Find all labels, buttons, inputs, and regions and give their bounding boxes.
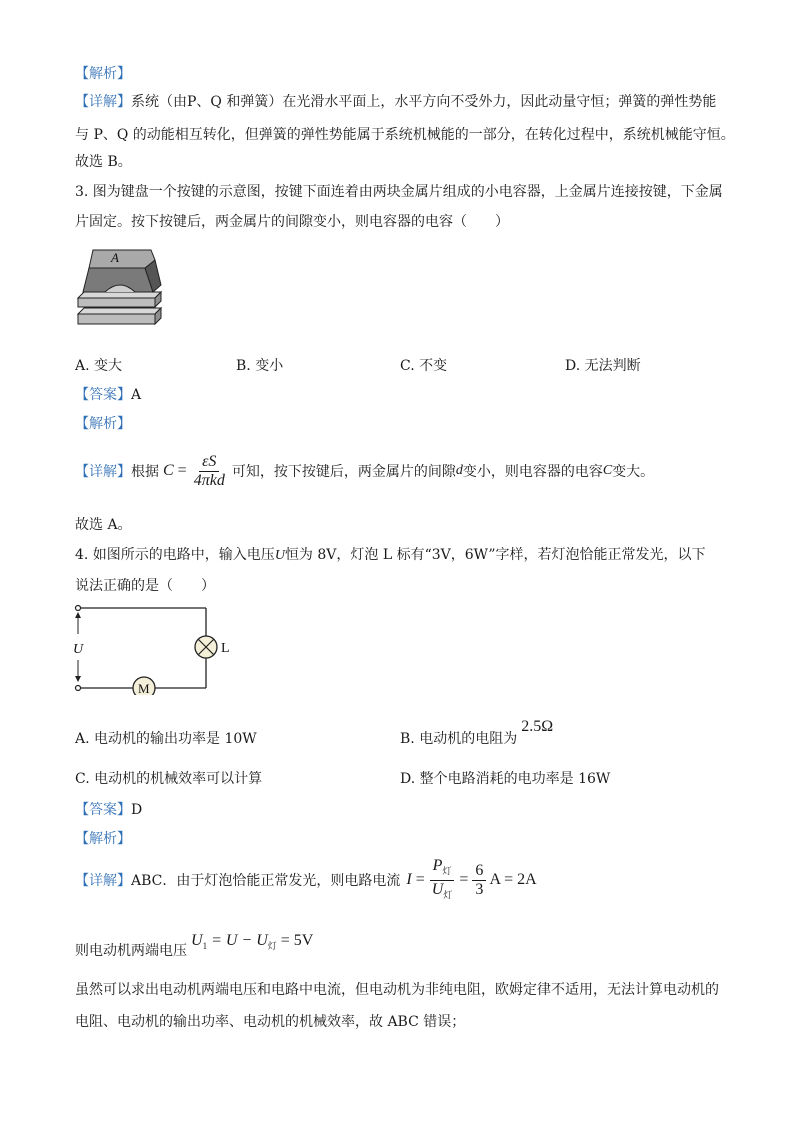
resistance-value: 2.5Ω [521,718,554,735]
lamp-label: L [221,641,230,656]
detail-text-line: 虽然可以求出电动机两端电压和电路中电流，但电动机为非纯电阻，欧姆定律不适用，无法计算电动机的 [75,982,719,998]
answer-tag: 【答案】 [75,802,131,818]
formula-rhs: A = 2A [489,870,537,888]
formula-lhs: I [406,870,412,888]
question-stem: 片固定。按下按键后，两金属片的间隙变小，则电容器的电容（ ） [75,214,509,230]
circuit-diagram [70,600,240,695]
stem-text: 恒为 8V，灯泡 L 标有“3V，6W”字样，若灯泡恰能正常发光，以下 [284,547,706,563]
option-d: D. 无法判断 [565,358,641,374]
voltage-formula [191,932,313,952]
detail-tag: 【详解】 [75,464,131,480]
var-d: d [455,463,463,478]
detail-text: 可知，按下按键后，两金属片的间隙 [231,464,456,480]
voltage-label: U [73,642,84,657]
formula-sub: 1 [202,941,208,951]
analysis-tag: 【解析】 [75,66,131,82]
key-letter: A [111,250,119,265]
formula-var: U [431,880,444,898]
answer-line [75,385,141,405]
formula-lhs: C [163,461,174,479]
formula-sub: 灯 [267,941,277,951]
var-c: C [602,463,613,478]
keyboard-key-figure [75,240,165,330]
option-a: A. 电动机的输出功率是 10W [75,731,257,747]
detail-text-line: 电阻、电动机的输出功率、电动机的机械效率，故 ABC 错误； [75,1014,466,1030]
detail-text: 系统（由P、Q 和弹簧）在光滑水平面上，水平方向不受外力，因此动量守恒；弹簧的弹性势能 [131,94,717,110]
formula-var: U [191,932,203,949]
detail-text: 根据 [131,464,159,480]
terminal-top [76,606,81,611]
motor-label: M [138,681,150,695]
option-b [400,718,554,749]
detail-paragraph [75,92,716,112]
formula-numerator: εS [199,453,219,472]
capacitance-formula: C = $\frac{\varepsilon S}{\text{4πkd}}$ [163,453,228,490]
option-b-text: B. 电动机的电阻为 [400,731,518,747]
detail-text-line: 与 P、Q 的动能相互转化，但弹簧的弹性势能属于系统机械能的一部分，在转化过程中，系统机械能守恒。 [75,127,735,143]
analysis-tag: 【解析】 [75,831,131,847]
formula-numerator: 6 [472,862,486,881]
formula-denominator: 3 [475,880,484,898]
formula-sub: 灯 [443,889,453,900]
detail-text: 则电动机两端电压 [75,943,187,959]
option-c: C. 不变 [400,358,448,374]
answer-value: A [131,387,142,403]
formula-denominator: 4πkd [193,471,225,489]
detail-text: 变大。 [612,464,655,480]
current-formula: I = $\frac{P_灯}{U_灯}$ = $\frac{6}{3}$ A = 2A [406,856,537,900]
conclusion: 故选 A。 [75,517,132,533]
detail-paragraph [75,855,537,905]
detail-text: 变小，则电容器的电容 [462,464,603,480]
formula-mid: = U − U [211,932,268,949]
answer-value: D [131,802,143,818]
detail-tag: 【详解】 [75,873,131,889]
option-c: C. 电动机的机械效率可以计算 [75,771,263,787]
option-d: D. 整个电路消耗的电功率是 16W [400,771,611,787]
formula-sub: 灯 [442,865,452,876]
detail-paragraph [75,446,654,496]
stem-text: 4. 如图所示的电路中，输入电压 [75,547,275,563]
terminal-bottom [76,686,81,691]
question-stem: 3. 图为键盘一个按键的示意图，按键下面连着由两块金属片组成的小电容器，上金属片连接按键，下金属 [75,184,723,200]
conclusion: 故选 B。 [75,154,132,170]
question-stem [75,545,706,566]
option-b: B. 变小 [236,358,284,374]
option-a: A. 变大 [75,358,123,374]
detail-tag: 【详解】 [75,94,131,110]
formula-var: P [432,856,443,874]
question-stem: 说法正确的是（ ） [75,578,215,594]
formula-rhs: = 5V [280,932,314,949]
motor-voltage-line [75,928,314,959]
answer-line [75,800,142,820]
answer-tag: 【答案】 [75,387,131,403]
detail-text: ABC．由于灯泡恰能正常发光，则电路电流 [131,873,401,889]
analysis-tag: 【解析】 [75,416,131,432]
var-u: U [274,548,285,563]
